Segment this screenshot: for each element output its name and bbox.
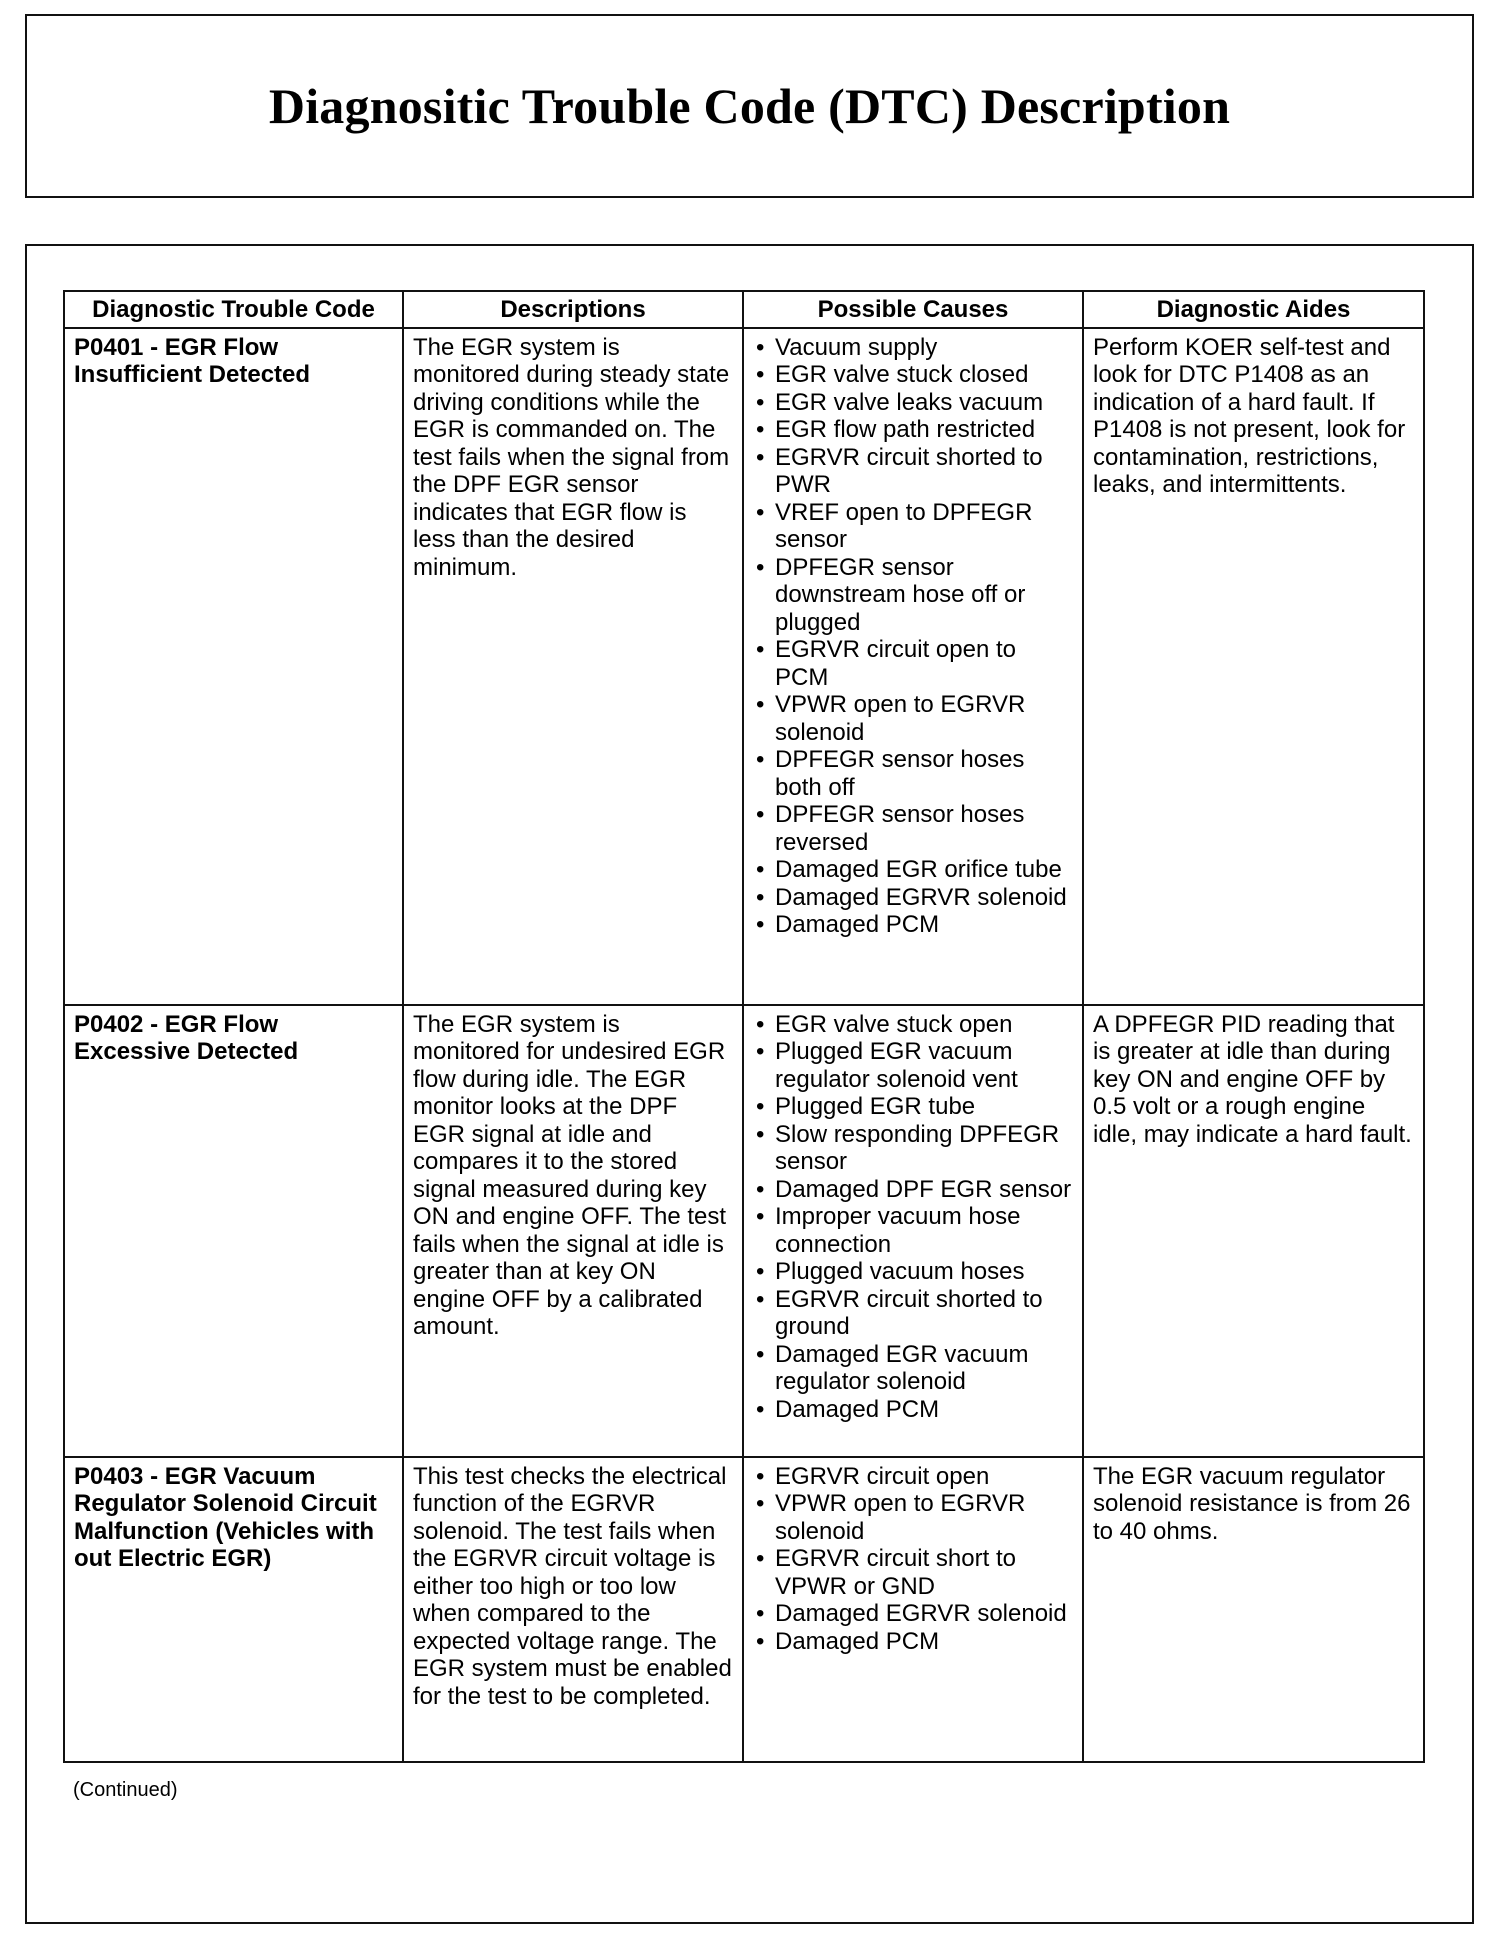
list-item: • EGR valve stuck closed [753, 361, 1073, 389]
list-item: • DPFEGR sensor downstream hose off or plugged [753, 554, 1073, 637]
dtc-aides: Perform KOER self-test and look for DTC P1408 as an indication of a hard fault. If P1408 is not present, look for contamination, restrictions, leaks, and intermittents. [1083, 328, 1424, 1005]
header-possible-causes: Possible Causes [743, 291, 1083, 328]
list-item: • Damaged DPF EGR sensor [753, 1176, 1073, 1204]
list-item: • EGR flow path restricted [753, 416, 1073, 444]
list-item: • Damaged PCM [753, 1396, 1073, 1424]
dtc-aides: The EGR vacuum regulator solenoid resistance is from 26 to 40 ohms. [1083, 1457, 1424, 1762]
causes-list [753, 1011, 1073, 1424]
dtc-table [63, 290, 1425, 1763]
header-diagnostic-aides: Diagnostic Aides [1083, 291, 1424, 328]
causes-list [753, 334, 1073, 939]
list-item: • EGRVR circuit short to VPWR or GND [753, 1545, 1073, 1600]
list-item: • Damaged PCM [753, 1628, 1073, 1656]
table-row [64, 1457, 1424, 1762]
list-item: • Plugged vacuum hoses [753, 1258, 1073, 1286]
dtc-aides: A DPFEGR PID reading that is greater at idle than during key ON and engine OFF by 0.5 volt or a rough engine idle, may indicate a hard fault. [1083, 1005, 1424, 1457]
continued-note: (Continued) [73, 1779, 178, 1801]
dtc-causes [743, 1457, 1083, 1762]
list-item: • Damaged EGRVR solenoid [753, 884, 1073, 912]
list-item: • EGR valve stuck open [753, 1011, 1073, 1039]
list-item: • Damaged EGRVR solenoid [753, 1600, 1073, 1628]
table-header-row [64, 291, 1424, 328]
list-item: • Vacuum supply [753, 334, 1073, 362]
header-code: Diagnostic Trouble Code [64, 291, 403, 328]
page-title: Diagnositic Trouble Code (DTC) Description [268, 78, 1231, 134]
list-item: • DPFEGR sensor hoses both off [753, 746, 1073, 801]
list-item: • VPWR open to EGRVR solenoid [753, 1490, 1073, 1545]
list-item: • EGRVR circuit shorted to PWR [753, 444, 1073, 499]
dtc-code: P0402 - EGR Flow Excessive Detected [64, 1005, 403, 1457]
title-box [25, 14, 1474, 198]
dtc-causes [743, 328, 1083, 1005]
dtc-causes [743, 1005, 1083, 1457]
list-item: • Plugged EGR vacuum regulator solenoid vent [753, 1038, 1073, 1093]
dtc-code: P0401 - EGR Flow Insufficient Detected [64, 328, 403, 1005]
list-item: • Damaged EGR orifice tube [753, 856, 1073, 884]
list-item: • Improper vacuum hose connection [753, 1203, 1073, 1258]
table-row [64, 328, 1424, 1005]
list-item: • Plugged EGR tube [753, 1093, 1073, 1121]
dtc-description: This test checks the electrical function of the EGRVR solenoid. The test fails when the EGRVR circuit voltage is either too high or too low when compared to the expected voltage range. The EGR system must be enabled for the test to be completed. [403, 1457, 743, 1762]
causes-list [753, 1463, 1073, 1656]
list-item: • EGR valve leaks vacuum [753, 389, 1073, 417]
list-item: • EGRVR circuit open [753, 1463, 1073, 1491]
dtc-description: The EGR system is monitored during steady state driving conditions while the EGR is commanded on. The test fails when the signal from the DPF EGR sensor indicates that EGR flow is less than the desired minimum. [403, 328, 743, 1005]
list-item: • EGRVR circuit open to PCM [753, 636, 1073, 691]
list-item: • EGRVR circuit shorted to ground [753, 1286, 1073, 1341]
list-item: • VPWR open to EGRVR solenoid [753, 691, 1073, 746]
dtc-code: P0403 - EGR Vacuum Regulator Solenoid Circuit Malfunction (Vehicles with out Electric EGR) [64, 1457, 403, 1762]
table-row [64, 1005, 1424, 1457]
list-item: • DPFEGR sensor hoses reversed [753, 801, 1073, 856]
list-item: • VREF open to DPFEGR sensor [753, 499, 1073, 554]
list-item: • Damaged EGR vacuum regulator solenoid [753, 1341, 1073, 1396]
header-descriptions: Descriptions [403, 291, 743, 328]
dtc-description: The EGR system is monitored for undesired EGR flow during idle. The EGR monitor looks at the DPF EGR signal at idle and compares it to the stored signal measured during key ON and engine OFF. The test fails when the signal at idle is greater than at key ON engine OFF by a calibrated amount. [403, 1005, 743, 1457]
list-item: • Damaged PCM [753, 911, 1073, 939]
list-item: • Slow responding DPFEGR sensor [753, 1121, 1073, 1176]
